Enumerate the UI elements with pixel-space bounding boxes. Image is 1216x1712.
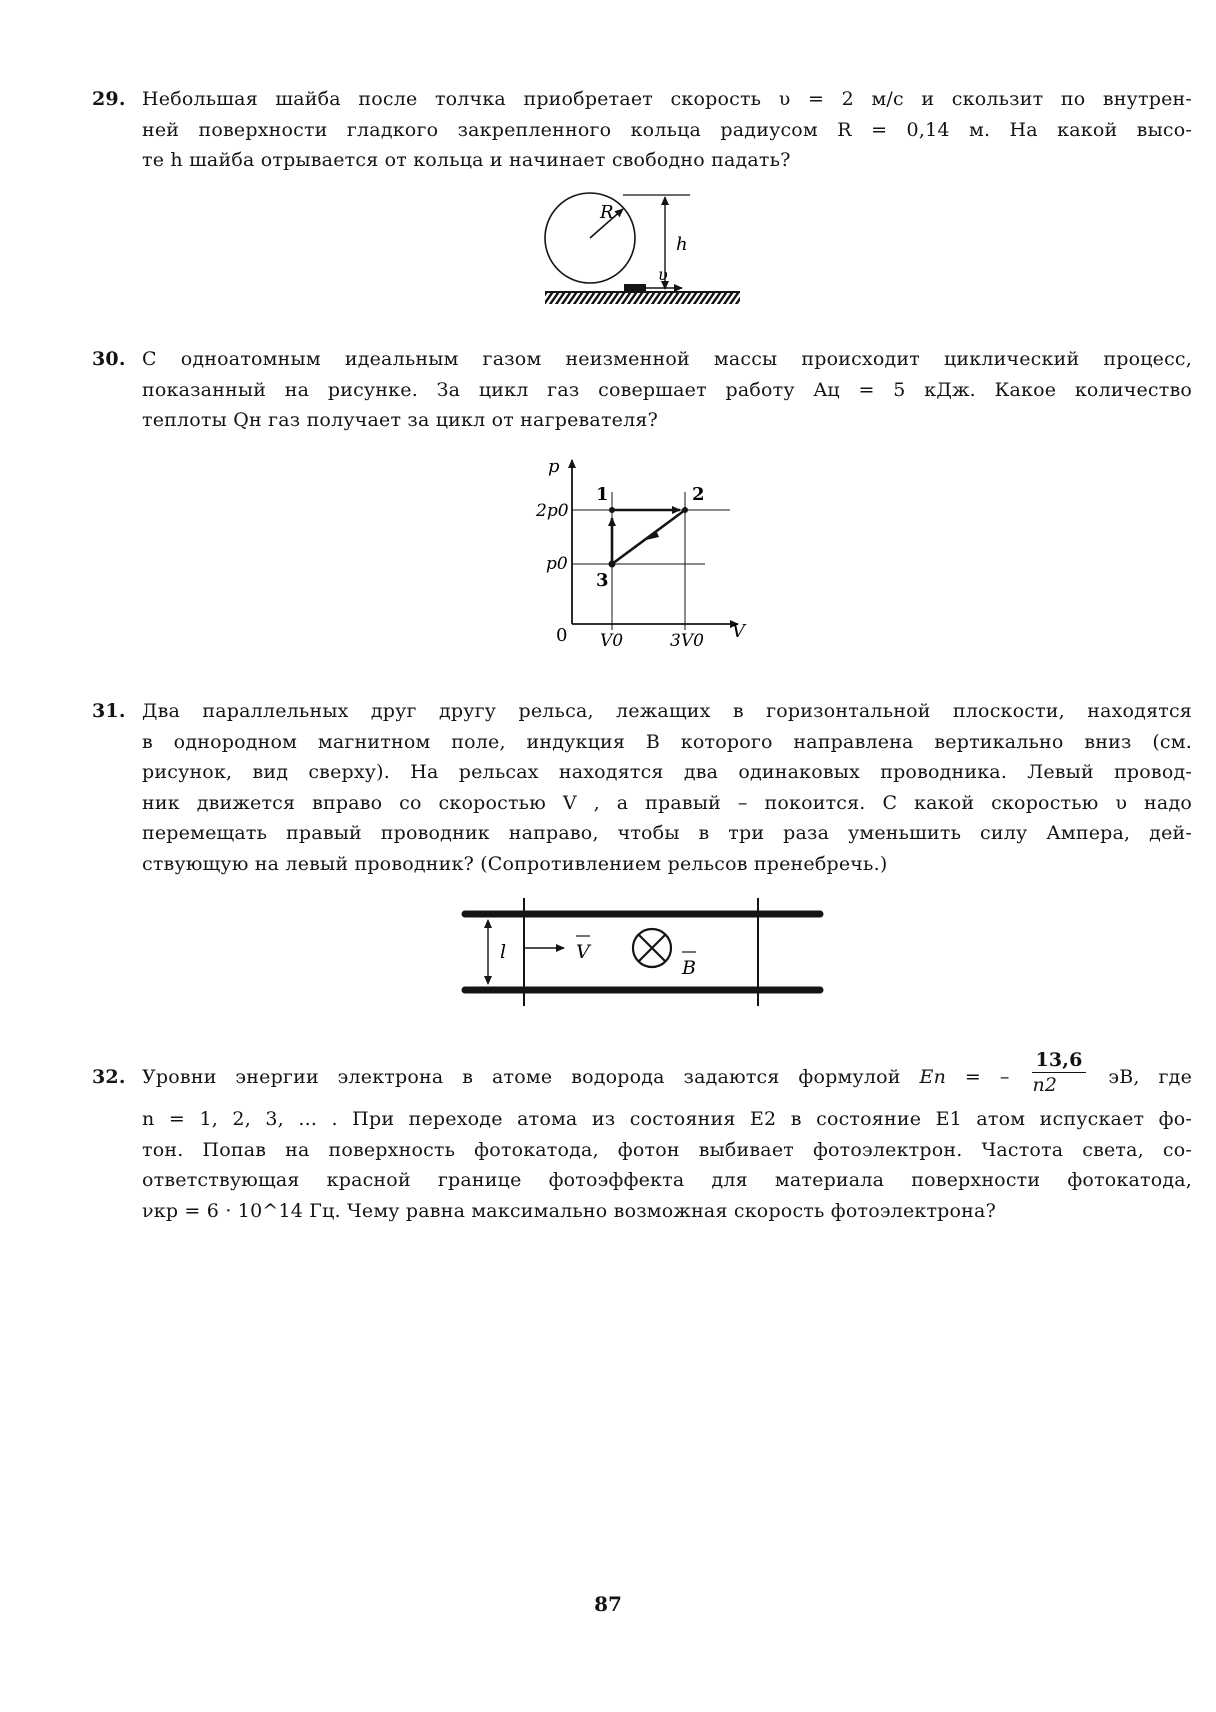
- text-line: ник движется вправо со скоростью V , а правый – покоится. С какой скоростью υ надо: [142, 791, 1192, 814]
- text-line: те h шайба отрывается от кольца и начинает свободно падать?: [142, 149, 791, 171]
- label-point-2: 2: [692, 484, 705, 505]
- label-h: h: [676, 234, 688, 255]
- text-line: n = 1, 2, 3, ... . При переходе атома из состояния E2 в состояние E1 атом испускает фо-: [142, 1108, 1192, 1130]
- problem-number: 30.: [92, 348, 126, 370]
- label-origin: 0: [556, 625, 568, 646]
- label-velocity: V: [576, 941, 590, 963]
- formula-lhs: En: [919, 1066, 947, 1088]
- problem-text: [142, 84, 1192, 176]
- ground-hatch: [545, 293, 740, 304]
- label-field: B: [682, 957, 696, 979]
- problem-31: [92, 696, 1192, 879]
- formula-eq: = –: [964, 1066, 1010, 1088]
- problem-text: [142, 1050, 1192, 1226]
- problem-32: [92, 1050, 1192, 1226]
- text-line: показанный на рисунке. За цикл газ совершает работу Aц = 5 кДж. Какое количество: [142, 378, 1192, 401]
- formula-denominator: n2: [1032, 1073, 1058, 1096]
- label-v-axis: V: [732, 621, 745, 642]
- point-2: [682, 507, 688, 513]
- label-2p0: 2p0: [536, 501, 569, 521]
- label-p0: p0: [546, 554, 568, 574]
- formula: [919, 1048, 1109, 1096]
- text-line: Два параллельных друг другу рельса, лежащих в горизонтальной плоскости, находятся: [142, 700, 1192, 722]
- puck: [624, 284, 646, 292]
- label-3v0: 3V0: [670, 631, 704, 651]
- label-r: R: [600, 202, 614, 223]
- text-line: νкр = 6 · 10^14 Гц. Чему равна максимально возможная скорость фотоэлектрона?: [142, 1199, 996, 1222]
- problem-number: 29.: [92, 88, 126, 110]
- text-line: Небольшая шайба после толчка приобретает скорость υ = 2 м/с и скользит по внутрен-: [142, 88, 1192, 110]
- formula-numerator: 13,6: [1032, 1048, 1085, 1073]
- text-line: рисунок, вид сверху). На рельсах находятся два одинаковых проводника. Левый провод-: [142, 761, 1192, 783]
- label-point-1: 1: [596, 484, 609, 505]
- text-line-formula: [142, 1050, 1192, 1104]
- text-line: теплоты Qн газ получает за цикл от нагревателя?: [142, 409, 658, 431]
- problem-number: 31.: [92, 700, 126, 722]
- point-3: [609, 561, 616, 568]
- problem-30: [92, 344, 1192, 436]
- pv-diagram: [530, 452, 760, 652]
- text-line: ствующую на левый проводник? (Сопротивлением рельсов пренебречь.): [142, 852, 888, 875]
- process-2-3: [612, 510, 685, 564]
- text-line: перемещать правый проводник направо, чтобы в три раза уменьшить силу Ампера, дей-: [142, 822, 1192, 844]
- text-line: тон. Попав на поверхность фотокатода, фотон выбивает фотоэлектрон. Частота света, со-: [142, 1138, 1192, 1161]
- text-fragment: Уровни энергии электрона в атоме водорода задаются формулой: [142, 1066, 901, 1088]
- label-l: l: [500, 941, 507, 963]
- formula-fraction: [1032, 1048, 1085, 1097]
- text-line: в однородном магнитном поле, индукция B которого направлена вертикально вниз (см.: [142, 730, 1192, 753]
- problem-text: [142, 344, 1192, 436]
- label-p: p: [548, 456, 560, 477]
- label-point-3: 3: [596, 570, 609, 591]
- problem-number: 32.: [92, 1066, 126, 1088]
- point-1: [609, 507, 615, 513]
- label-v: υ: [658, 265, 668, 284]
- text-line: ответствующая красной границе фотоэффекта для материала поверхности фотокатода,: [142, 1169, 1192, 1191]
- problem-text: [142, 696, 1192, 879]
- text-line: С одноатомным идеальным газом неизменной массы происходит циклический процесс,: [142, 348, 1192, 370]
- label-v0: V0: [600, 631, 624, 651]
- rails-figure: [460, 890, 830, 1020]
- text-line: ней поверхности гладкого закрепленного кольца радиусом R = 0,14 м. На какой высо-: [142, 118, 1192, 141]
- ring-figure: [540, 188, 750, 318]
- problem-29: [92, 84, 1192, 176]
- page-number: 87: [594, 1592, 622, 1616]
- formula-unit: эВ, где: [1108, 1066, 1193, 1088]
